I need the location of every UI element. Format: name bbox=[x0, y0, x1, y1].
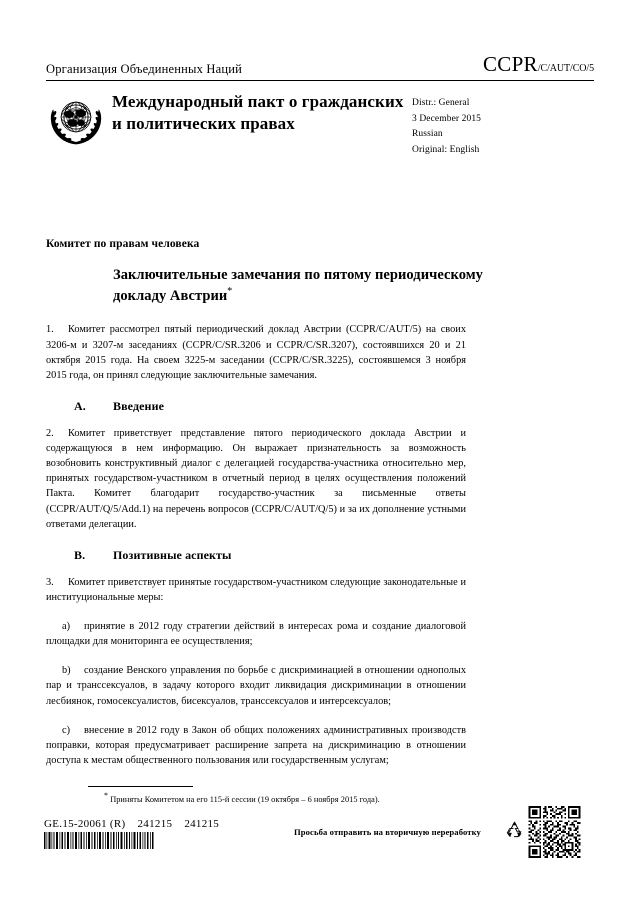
paragraph-3-text: Комитет приветствует принятые государством-участником следующие законодательные и институциональные меры: bbox=[46, 576, 466, 603]
qr-code bbox=[527, 806, 582, 858]
page-title-text: Заключительные замечания по пятому периодическому докладу Австрии bbox=[113, 267, 483, 305]
document-date: 3 December 2015 bbox=[412, 113, 482, 124]
paragraph-2-number: 2. bbox=[46, 427, 54, 439]
document-language: Russian bbox=[412, 129, 443, 140]
subitem-b-text: создание Венского управления по борьбе с дискриминацией в отношении однополых пар и транссексуалов, в задачу которого входит ликвидация дискриминации в отношении лесбиянок, гомосексуалистов, бисексуалов, транссексуалов и интерсексуалов; bbox=[46, 665, 466, 707]
section-a-letter: A. bbox=[74, 398, 86, 413]
footnote-divider bbox=[88, 786, 193, 787]
date-code-1: 241215 bbox=[137, 818, 173, 830]
date-code-2: 241215 bbox=[184, 818, 220, 830]
subitem-b bbox=[46, 663, 466, 708]
subitem-c-text: внесение в 2012 году в Закон об общих положениях административных производств поправки, которая предусматривает расширение запрета на дискриминацию в отношении доступа к местам общественного пользования или государственным услугам; bbox=[46, 724, 466, 766]
document-header bbox=[46, 52, 594, 159]
section-heading-b bbox=[74, 548, 594, 563]
distribution-type: Distr.: General bbox=[412, 98, 470, 108]
section-heading-a bbox=[74, 399, 594, 414]
document-symbol-suffix: /C/AUT/CO/5 bbox=[537, 63, 594, 74]
job-number: GE.15-20061 (R) bbox=[44, 818, 126, 830]
header-main-row bbox=[46, 90, 594, 159]
paragraph-3 bbox=[46, 575, 466, 605]
document-content bbox=[46, 266, 594, 768]
emblem-container bbox=[46, 90, 112, 148]
subitem-c bbox=[46, 723, 466, 768]
job-number-line bbox=[44, 818, 219, 830]
header-top-row bbox=[46, 52, 594, 79]
page-title bbox=[113, 266, 528, 306]
footnote-text: Приняты Комитетом на его 115-й сессии (19 октября – 6 ноября 2015 года). bbox=[110, 794, 380, 804]
recycle-message: Просьба отправить на вторичную переработку bbox=[294, 827, 481, 837]
committee-name: Комитет по правам человека bbox=[46, 238, 200, 250]
footnote-marker: * bbox=[104, 791, 109, 800]
recycle-icon bbox=[505, 820, 524, 839]
section-a-title: Введение bbox=[113, 398, 165, 413]
document-symbol bbox=[483, 52, 594, 77]
section-b-title: Позитивные аспекты bbox=[113, 547, 232, 562]
header-divider bbox=[46, 80, 594, 81]
document-symbol-main: CCPR bbox=[482, 52, 538, 76]
page-title-footnote-marker: * bbox=[227, 286, 233, 298]
paragraph-3-number: 3. bbox=[46, 576, 54, 588]
subitem-a bbox=[46, 619, 466, 649]
covenant-title: Международный пакт о гражданских и политических правах bbox=[112, 92, 404, 134]
subitem-a-letter: a) bbox=[62, 621, 71, 633]
paragraph-2-text: Комитет приветствует представление пятого периодического доклада Австрии и содержащуюся в нем информацию. Он выражает признательность за возможность возобновить конструктивный диалог с делегацией государства-участника относительно мер, принятых государством-участником в отчетный период в целях осуществления положений Пакта. Комитет благодарит государство-участник за письменные ответы (CCPR/AUT/Q/5/Add.1) на перечень вопросов (CCPR/C/AUT/Q/5) и за их дополнение устными ответами делегации. bbox=[46, 427, 466, 530]
subitem-a-text: принятие в 2012 году стратегии действий в интересах рома и создание диалоговой площадки для мониторинга ее осуществления; bbox=[46, 621, 466, 648]
distribution-block bbox=[412, 90, 562, 159]
barcode bbox=[44, 832, 154, 849]
document-original-language: Original: English bbox=[412, 145, 480, 156]
un-emblem-icon bbox=[46, 92, 106, 148]
subitem-b-letter: b) bbox=[62, 665, 71, 677]
paragraph-1-text: Комитет рассмотрел пятый периодический доклад Австрии (CCPR/C/AUT/5) на своих 3206-м и 3207-м заседаниях (CCPR/C/SR.3206 и CCPR/C/SR.3207), состоявшихся 20 и 21 октября 2015 года. На своем 3225-м заседании (CCPR/C/SR.3225), состоявшемся 3 ноября 2015 года, он принял следующие заключительные замечания. bbox=[46, 324, 466, 381]
footnote bbox=[104, 791, 380, 804]
paragraph-2 bbox=[46, 426, 466, 532]
subitem-c-letter: c) bbox=[62, 724, 71, 736]
section-b-letter: B. bbox=[74, 547, 86, 562]
paragraph-1-number: 1. bbox=[46, 324, 54, 336]
organization-name: Организация Объединенных Наций bbox=[46, 62, 243, 77]
paragraph-1 bbox=[46, 322, 466, 383]
